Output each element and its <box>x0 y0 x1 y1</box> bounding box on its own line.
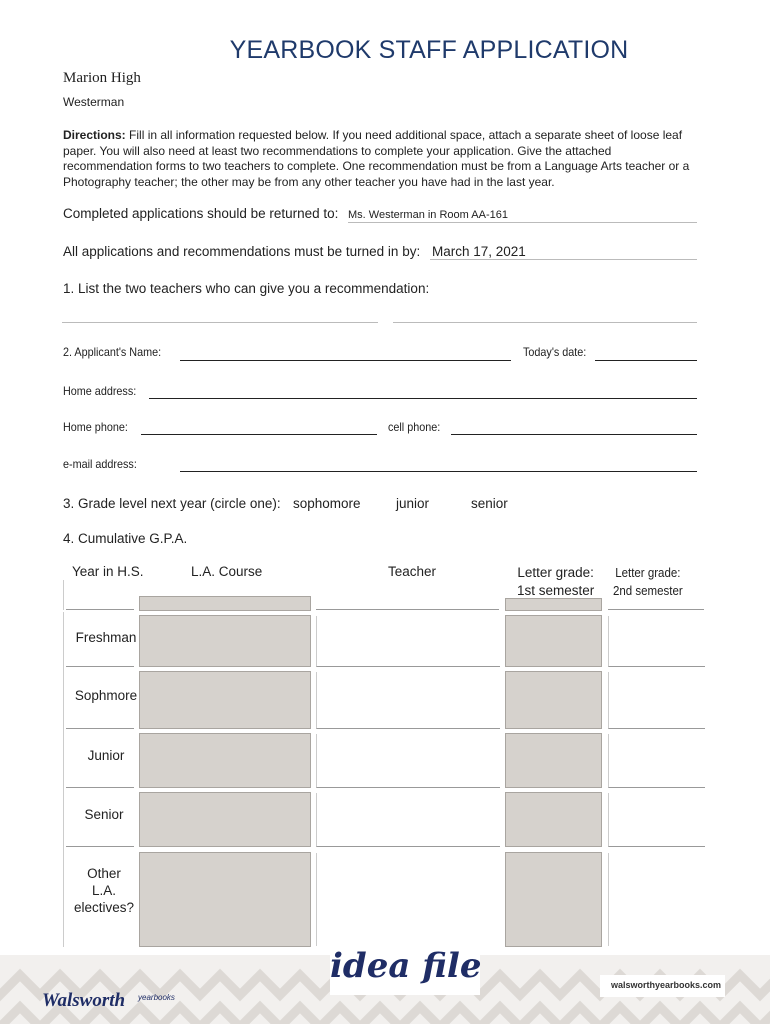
table-divider <box>608 609 704 610</box>
grade-option-senior[interactable]: senior <box>471 496 508 511</box>
grade1-cell[interactable] <box>505 615 602 667</box>
page-title: YEARBOOK STAFF APPLICATION <box>229 36 629 64</box>
row-label-electives: Other L.A. electives? <box>73 866 135 915</box>
table-divider <box>63 580 65 610</box>
col-header-grade-2: Letter grade: 2nd semester <box>613 566 683 598</box>
header-course-shade <box>139 596 311 611</box>
home-address-label: Home address: <box>63 384 137 398</box>
home-phone-field[interactable] <box>141 420 377 435</box>
grade-option-sophomore[interactable]: sophomore <box>293 496 361 511</box>
course-cell[interactable] <box>139 615 311 667</box>
date-field[interactable] <box>595 345 697 361</box>
col-header-course: L.A. Course <box>191 564 263 579</box>
course-cell[interactable] <box>139 733 311 788</box>
table-left-border <box>63 612 65 947</box>
teacher-cell[interactable] <box>316 734 500 788</box>
table-divider <box>316 609 499 610</box>
return-value: Ms. Westerman in Room AA-161 <box>348 209 508 221</box>
applicant-name-label: 2. Applicant's Name: <box>63 345 162 359</box>
return-label: Completed applications should be returned to: <box>63 206 339 221</box>
home-address-field[interactable] <box>149 384 697 399</box>
cell-phone-field[interactable] <box>451 420 697 435</box>
table-divider <box>66 666 134 667</box>
school-name: Marion High <box>63 70 141 86</box>
advisor-name: Westerman <box>63 95 125 109</box>
recommender-1-field[interactable] <box>62 310 378 323</box>
course-cell[interactable] <box>139 792 311 847</box>
table-divider <box>66 609 134 610</box>
return-field[interactable] <box>348 208 697 223</box>
col-header-year: Year in H.S. <box>72 564 144 579</box>
walsworth-logo-sub: yearbooks <box>138 993 175 1002</box>
course-cell[interactable] <box>139 852 311 947</box>
grade2-cell[interactable] <box>608 793 705 847</box>
grade1-cell[interactable] <box>505 671 602 729</box>
deadline-field[interactable] <box>430 244 697 260</box>
recommender-2-field[interactable] <box>393 310 697 323</box>
row-label-sophmore: Sophmore <box>74 688 138 703</box>
grade2-cell[interactable] <box>608 616 705 667</box>
date-label: Today's date: <box>523 345 587 359</box>
header-grade-shade <box>505 598 602 611</box>
deadline-label: All applications and recommendations must be turned in by: <box>63 244 421 259</box>
row-label-junior: Junior <box>87 748 125 763</box>
email-label: e-mail address: <box>63 457 137 471</box>
cell-phone-label: cell phone: <box>388 420 441 434</box>
home-phone-label: Home phone: <box>63 420 128 434</box>
col-header-grade-1: Letter grade: 1st semester <box>517 565 595 598</box>
grade1-cell[interactable] <box>505 733 602 788</box>
directions-text: Fill in all information requested below. If you need additional space, attach a separate sheet of loose leaf paper. You will also need at least two recommendations to complete your application. Give the attached recommendation forms to two teachers to complete. One recommendation must be from a Language Arts teacher or a Photography teacher; the other may be from any other teacher you have had in the last year. <box>63 128 690 189</box>
directions-label: Directions: <box>63 128 126 142</box>
table-divider <box>66 787 134 788</box>
teacher-cell[interactable] <box>316 672 500 729</box>
directions <box>63 128 703 190</box>
grade-option-junior[interactable]: junior <box>396 496 430 511</box>
row-label-senior: Senior <box>84 807 124 822</box>
applicant-name-field[interactable] <box>180 345 511 361</box>
grade2-cell[interactable] <box>608 853 705 946</box>
walsworth-logo: Walsworth <box>42 990 126 1011</box>
grade2-cell[interactable] <box>608 734 705 788</box>
teacher-cell[interactable] <box>316 793 500 847</box>
email-field[interactable] <box>180 457 697 472</box>
grade-level-label: 3. Grade level next year (circle one): <box>63 496 281 511</box>
teacher-cell[interactable] <box>316 616 500 667</box>
table-divider <box>66 846 134 847</box>
website-link[interactable]: walsworthyearbooks.com <box>611 980 722 990</box>
gpa-label: 4. Cumulative G.P.A. <box>63 531 188 546</box>
grade1-cell[interactable] <box>505 792 602 847</box>
grade2-cell[interactable] <box>608 672 705 729</box>
row-label-freshman: Freshman <box>75 630 137 645</box>
idea-file-logo: idea file <box>330 946 482 986</box>
col-header-teacher: Teacher <box>388 564 437 579</box>
teacher-cell[interactable] <box>316 853 500 946</box>
grade1-cell[interactable] <box>505 852 602 947</box>
course-cell[interactable] <box>139 671 311 729</box>
table-divider <box>66 728 134 729</box>
deadline-value: March 17, 2021 <box>432 244 526 259</box>
q1-label: 1. List the two teachers who can give you a recommendation: <box>63 281 430 296</box>
